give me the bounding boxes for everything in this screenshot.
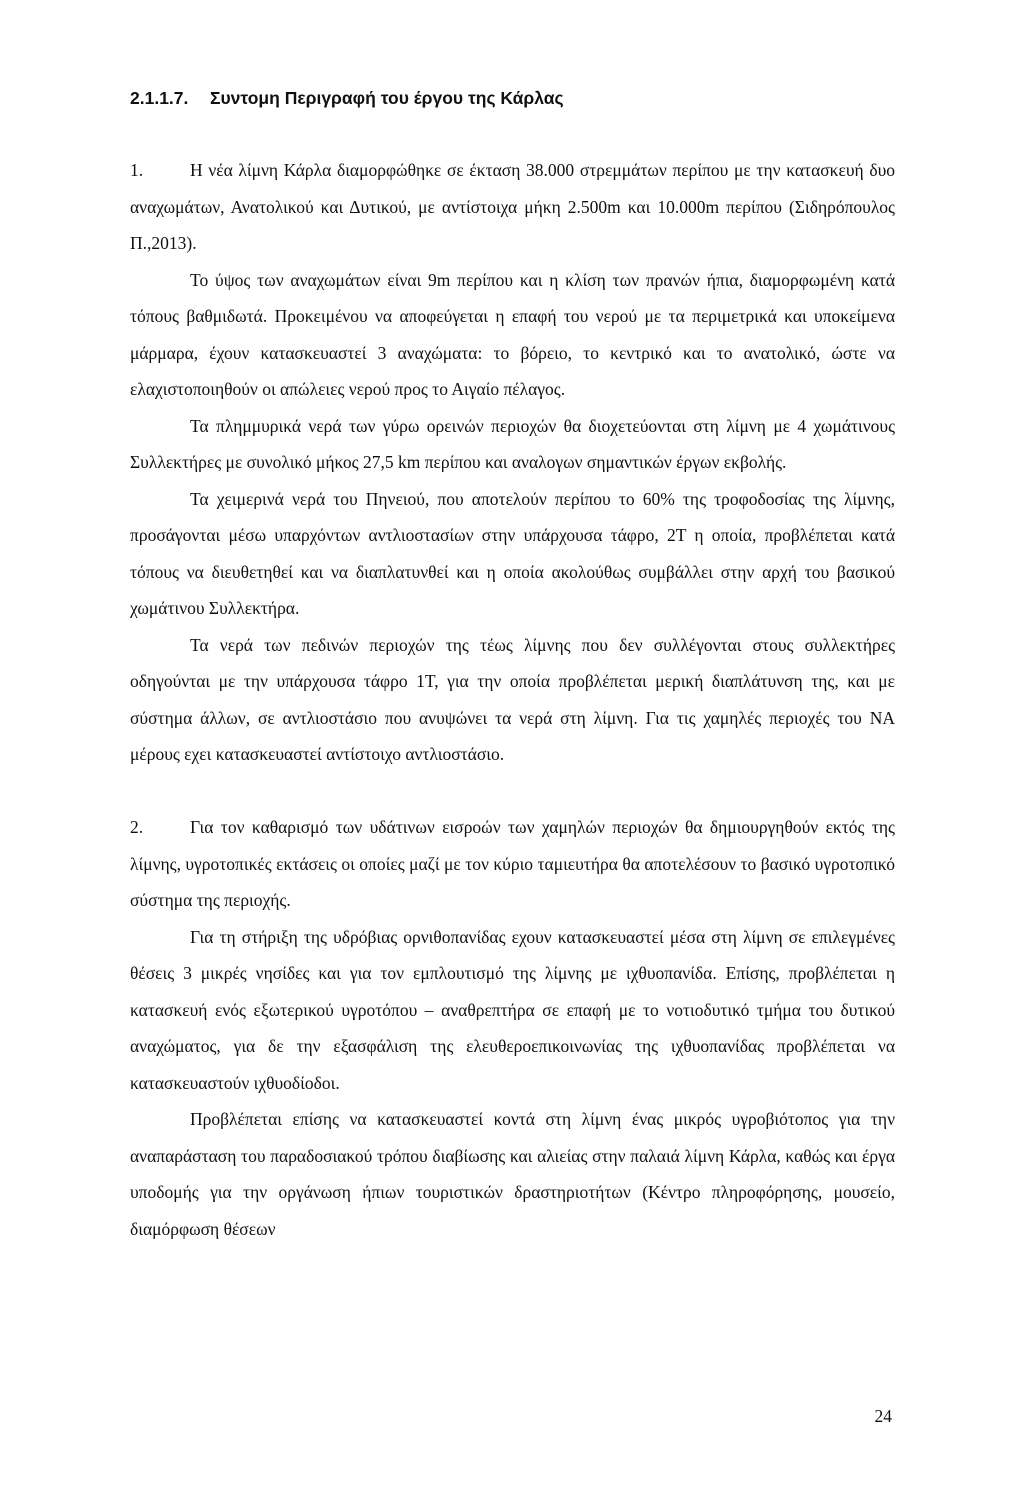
item-1-paragraph-1	[130, 152, 895, 262]
item-2-number: 2.	[130, 817, 144, 837]
document-body	[130, 152, 895, 1247]
section-title: Συντομη Περιγραφή του έργου της Κάρλας	[210, 88, 564, 108]
item-2-paragraph-1	[130, 809, 895, 919]
section-number: 2.1.1.7.	[130, 88, 189, 108]
document-page	[130, 0, 895, 1485]
item-1-number: 1.	[130, 160, 144, 180]
item-1-paragraph-4: Τα χειμερινά νερά του Πηνειού, που αποτελούν περίπου το 60% της τροφοδοσίας της λίμνης, προσάγονται μέσω υπαρχόντων αντλιοστασίων στην υπάρχουσα τάφρο, 2Τ η οποία, προβλέπεται κατά τόπους να διευθετηθεί και να διαπλατυνθεί και η οποία ακολούθως συμβάλλει στην αρχή του βασικού χωμάτινου Συλλεκτήρα.	[130, 488, 895, 618]
item-2-paragraph-3: Προβλέπεται επίσης να κατασκευαστεί κοντά στη λίμνη ένας μικρός υγροβιότοπος για την αναπαράσταση του παραδοσιακού τρόπου διαβίωσης και αλιείας στην παλαιά λίμνη Κάρλα, καθώς και έργα υποδομής για την οργάνωση ήπιων τουριστικών δραστηριοτήτων (Κέντρο πληροφόρησης, μουσείο, διαμόρφωση θέσεων	[130, 1109, 895, 1239]
section-heading	[130, 84, 895, 112]
item-2-paragraph-2: Για τη στήριξη της υδρόβιας ορνιθοπανίδας εχουν κατασκευαστεί μέσα στη λίμνη σε επιλεγμένες θέσεις 3 μικρές νησίδες και για τον εμπλουτισμό της λίμνης με ιχθυοπανίδα. Επίσης, προβλέπεται η κατασκευή ενός εξωτερικού υγροτόπου – αναθρεπτήρα σε επαφή με το νοτιοδυτικό τμήμα του δυτικού αναχώματος, για δε την εξασφάλιση της ελευθεροεπικοινωνίας της ιχθυοπανίδας προβλέπεται να κατασκευαστούν ιχθυοδίοδοι.	[130, 926, 895, 1093]
page-number: 24	[874, 1406, 892, 1426]
item-1-paragraph-5: Τα νερά των πεδινών περιοχών της τέως λίμνης που δεν συλλέγονται στους συλλεκτήρες οδηγούνται με την υπάρχουσα τάφρο 1Τ, για την οποία προβλέπεται μερική διαπλάτυνση της, και με σύστημα άλλων, σε αντλιοστάσιο που ανυψώνει τα νερά στη λίμνη. Για τις χαμηλές περιοχές του ΝΑ μέρους εχει κατασκευαστεί αντίστοιχο αντλιοστάσιο.	[130, 634, 895, 764]
item-2-paragraph-1-text: Για τον καθαρισμό των υδάτινων εισροών των χαμηλών περιοχών θα δημιουργηθούν εκτός της λίμνης, υγροτοπικές εκτάσεις οι οποίες μαζί με τον κύριο ταμιευτήρα θα αποτελέσουν το βασικό υγροτοπικό σύστημα της περιοχής.	[130, 817, 895, 910]
item-1-paragraph-2: Το ύψος των αναχωμάτων είναι 9m περίπου και η κλίση των πρανών ήπια, διαμορφωμένη κατά τόπους βαθμιδωτά. Προκειμένου να αποφεύγεται η επαφή του νερού με τα περιμετρικά και υποκείμενα μάρμαρα, έχουν κατασκευαστεί 3 αναχώματα: το βόρειο, το κεντρικό και το ανατολικό, ώστε να ελαχιστοποιηθούν οι απώλειες νερού προς το Αιγαίο πέλαγος.	[130, 269, 895, 399]
item-1-paragraph-1-text: Η νέα λίμνη Κάρλα διαμορφώθηκε σε έκταση 38.000 στρεμμάτων περίπου με την κατασκευή δυο αναχωμάτων, Ανατολικού και Δυτικού, με αντίστοιχα μήκη 2.500m και 10.000m περίπου (Σιδηρόπουλος Π.,2013).	[130, 160, 895, 253]
item-1-paragraph-3: Τα πλημμυρικά νερά των γύρω ορεινών περιοχών θα διοχετεύονται στη λίμνη με 4 χωμάτινους Συλλεκτήρες με συνολικό μήκος 27,5 km περίπου και αναλογων σημαντικών έργων εκβολής.	[130, 415, 895, 472]
paragraph-gap	[130, 773, 895, 810]
